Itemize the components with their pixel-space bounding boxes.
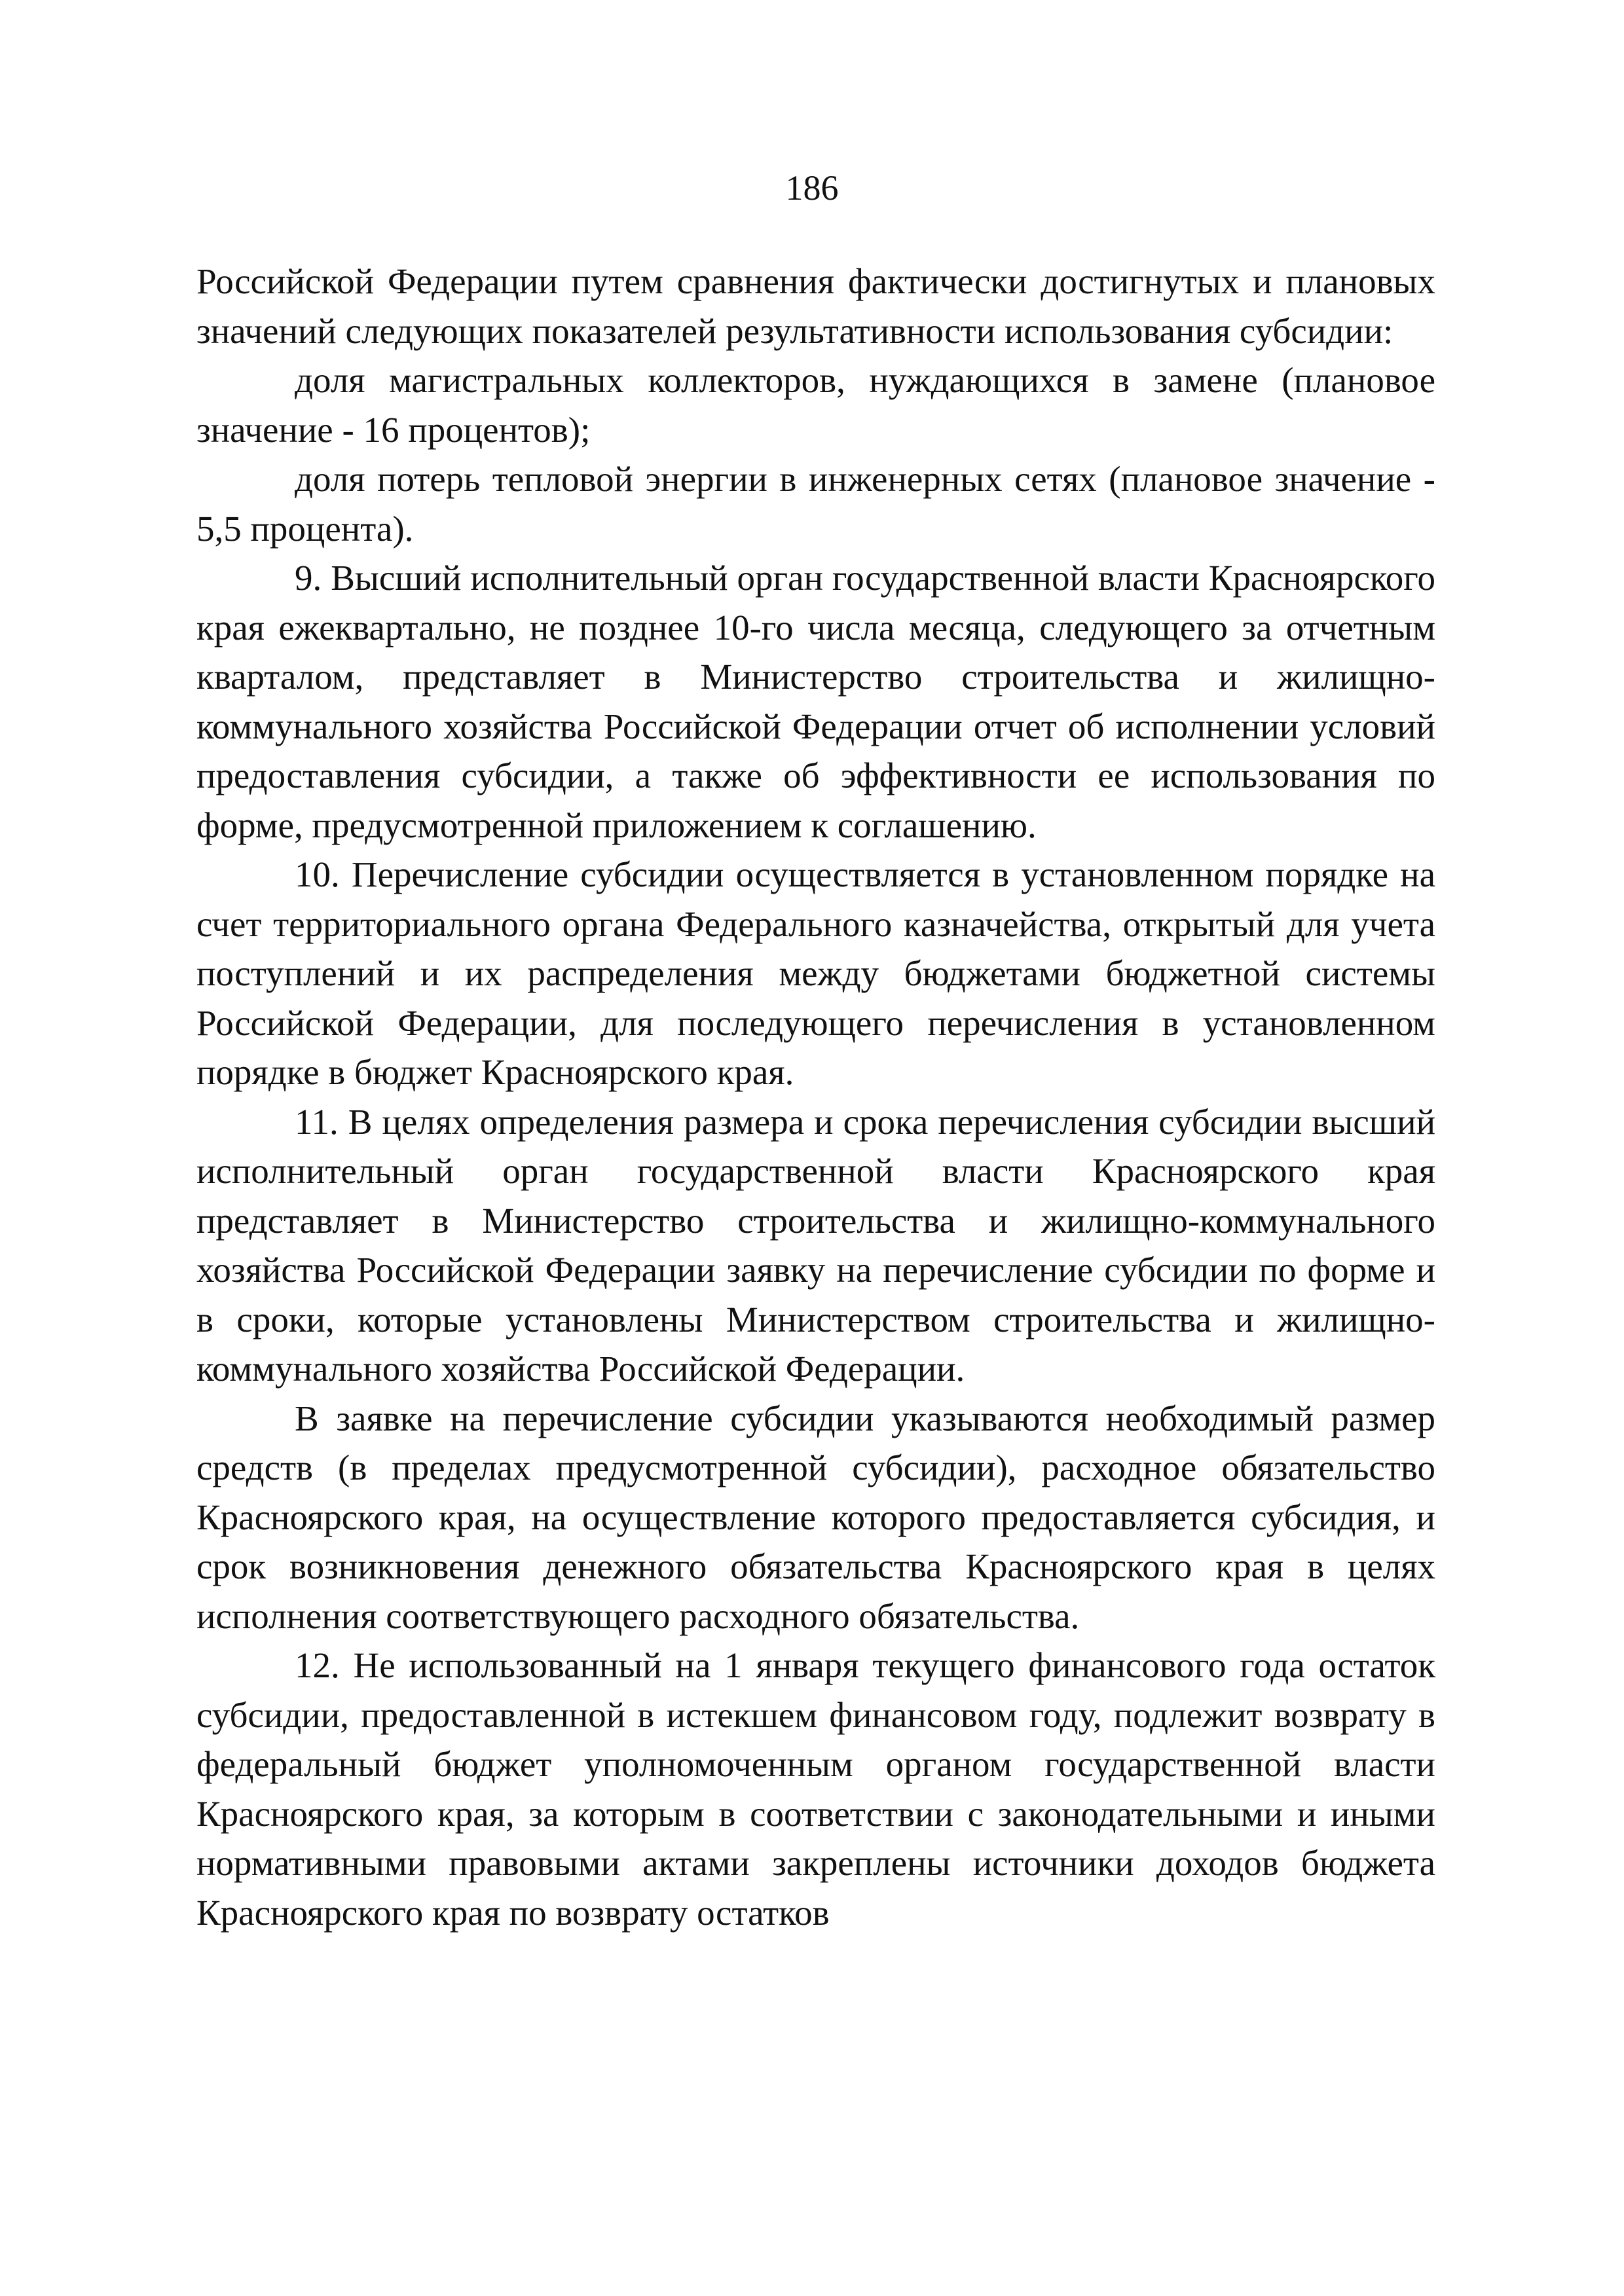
paragraph-application-details: В заявке на перечисление субсидии указываются необходимый размер средств (в пределах предусмотренной субсидии), расходное обязательство Красноярского края, на осуществление которого предоставляется субсидия, и срок возникновения денежного обязательства Красноярского края в целях исполнения соответствующего расходного обязательства. [196,1398,1435,1636]
paragraph-item-10: 10. Перечисление субсидии осуществляется в установленном порядке на счет территориального органа Федерального казначейства, открытый для учета поступлений и их распределения между бюджетами бюджетной системы Российской Федерации, для последующего перечисления в установленном порядке в бюджет Красноярского края. [196,854,1435,1092]
paragraph-indicator-collectors: доля магистральных коллекторов, нуждающихся в замене (плановое значение - 16 процентов); [196,360,1435,450]
paragraph-item-9: 9. Высший исполнительный орган государственной власти Красноярского края ежеквартально, не позднее 10-го числа месяца, следующего за отчетным кварталом, представляет в Министерство строительства и жилищно-коммунального хозяйства Российской Федерации отчет об исполнении условий предоставления субсидии, а также об эффективности ее использования по форме, предусмотренной приложением к соглашению. [196,558,1435,845]
document-body [196,257,1435,1937]
paragraph-continuation: Российской Федерации путем сравнения фактически достигнутых и плановых значений следующих показателей результативности использования субсидии: [196,261,1435,351]
paragraph-indicator-heat-loss: доля потерь тепловой энергии в инженерных сетях (плановое значение - 5,5 процента). [196,459,1435,549]
paragraph-item-11: 11. В целях определения размера и срока перечисления субсидии высший исполнительный орган государственной власти Красноярского края представляет в Министерство строительства и жилищно-коммунального хозяйства Российской Федерации заявку на перечисление субсидии по форме и в сроки, которые установлены Министерством строительства и жилищно-коммунального хозяйства Российской Федерации. [196,1101,1435,1389]
paragraph-item-12: 12. Не использованный на 1 января текущего финансового года остаток субсидии, предоставленной в истекшем финансовом году, подлежит возврату в федеральный бюджет уполномоченным органом государственной власти Красноярского края, за которым в соответствии с законодательными и иными нормативными правовыми актами закреплены источники доходов бюджета Красноярского края по возврату остатков [196,1645,1435,1933]
page-number: 186 [785,168,839,208]
